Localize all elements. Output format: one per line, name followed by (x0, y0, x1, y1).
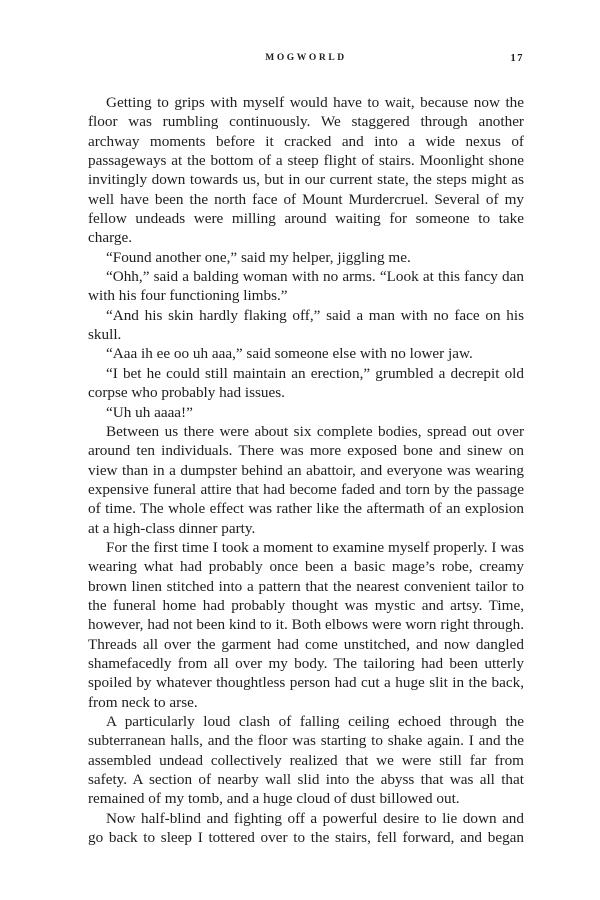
paragraph: “I bet he could still maintain an erection,” grumbled a decrepit old corpse who probably had issues. (88, 364, 524, 402)
paragraph: “Found another one,” said my helper, jiggling me. (106, 248, 411, 266)
paragraph: For the first time I took a moment to examine myself properly. I was wearing what had probably once been a basic mage’s robe, creamy brown linen stitched into a pattern that the nearest convenient tailor to the funeral home had probably thought was mystic and artsy. Time, however, had not been kind to it. Both elbows were worn right through. Threads all over the garment had come unstitched, and now dangled shamefacedly from all over my body. The tailoring had been utterly spoiled by whatever thoughtless person had cut a huge slit in the back, from neck to arse. (88, 538, 524, 711)
body-text (88, 93, 524, 847)
paragraph: “Uh uh aaaa!” (106, 403, 193, 421)
paragraph: Between us there were about six complete bodies, spread out over around ten individuals. There was more exposed bone and sinew on view than in a dumpster behind an abattoir, and everyone was wearing expensive funeral attire that had become faded and torn by the passage of time. The whole effect was rather like the aftermath of an explosion at a high-class dinner party. (88, 422, 524, 537)
paragraph: A particularly loud clash of falling ceiling echoed through the subterranean halls, and the floor was starting to shake again. I and the assembled undead collectively realized that we were still far from safety. A section of nearby wall slid into the abyss that was all that remained of my tomb, and a huge cloud of dust billowed out. (88, 713, 524, 808)
paragraph: “And his skin hardly flaking off,” said a man with no face on his skull. (88, 306, 524, 344)
running-title: MOGWORLD (265, 53, 347, 63)
running-header (88, 53, 524, 69)
page-number: 17 (510, 53, 524, 64)
paragraph: “Aaa ih ee oo uh aaa,” said someone else with no lower jaw. (106, 345, 473, 363)
paragraph: Now half-blind and fighting off a powerful desire to lie down and go back to sleep I tottered over to the stairs, fell forward, and began (88, 809, 524, 847)
paragraph: “Ohh,” said a balding woman with no arms. “Look at this fancy dan with his four functioning limbs.” (88, 268, 524, 305)
paragraph: Getting to grips with myself would have to wait, because now the floor was rumbling continuously. We staggered through another archway moments before it cracked and into a wide nexus of passageways at the bottom of a steep flight of stairs. Moonlight shone invitingly down towards us, but in our current state, the steps might as well have been the north face of Mount Murdercruel. Several of my fellow undeads were milling around waiting for someone to take charge. (88, 94, 524, 247)
